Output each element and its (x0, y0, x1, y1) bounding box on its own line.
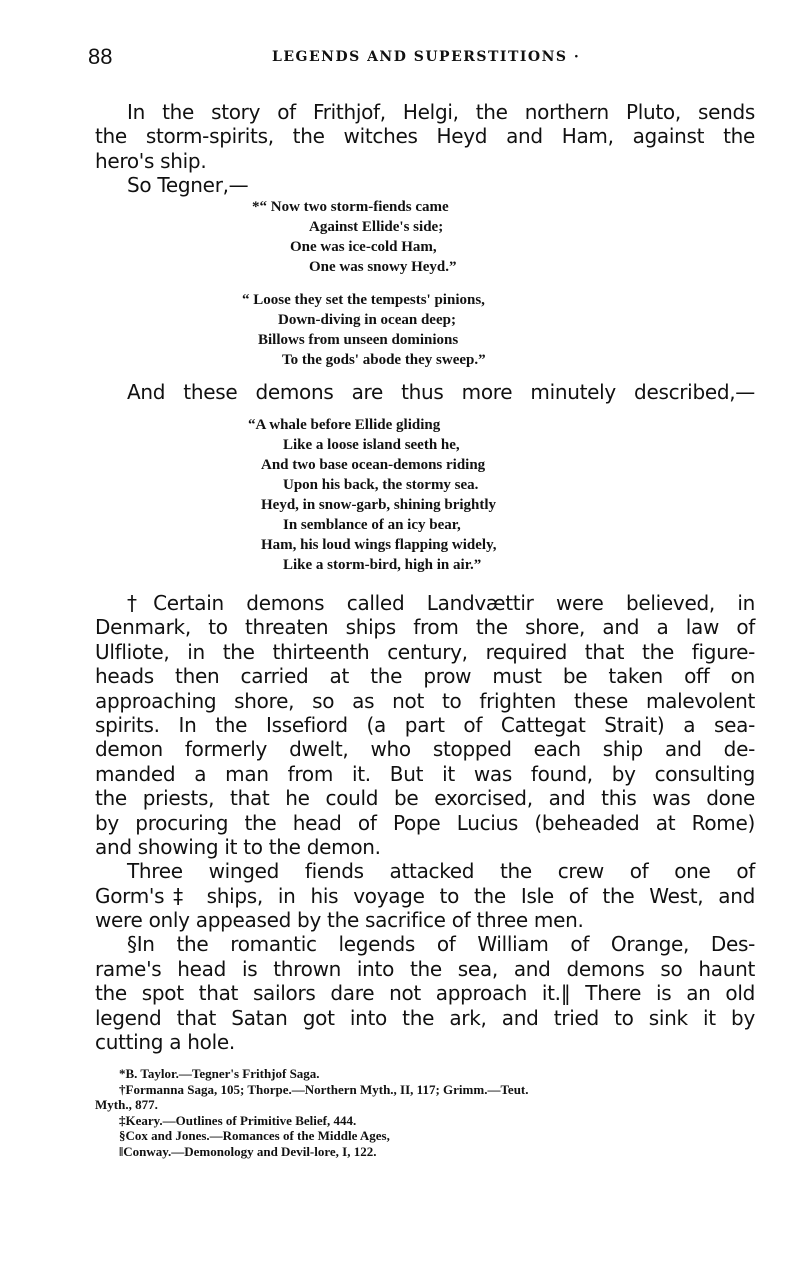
verse-line: One was snowy Heyd.” (309, 259, 457, 275)
text-line: Denmark, to threaten ships from the shore, and a law of (95, 615, 755, 640)
verse-line: One was ice-cold Ham, (290, 239, 437, 255)
text-line: Gorm's‡ ships, in his voyage to the Isle of the West, and (95, 883, 755, 908)
footnotes (95, 1066, 755, 1159)
verse-line: And two base ocean-demons riding (261, 457, 486, 473)
poem-stanza-1 (252, 197, 457, 277)
verse-line: “A whale before Ellide gliding (248, 417, 441, 433)
text-line: demon formerly dwelt, who stopped each ship and de- (95, 737, 755, 762)
verse-line: Against Ellide's side; (309, 219, 444, 235)
poem-stanza-3 (248, 415, 497, 575)
verse-line: Like a loose island seeth he, (283, 437, 460, 453)
text-line: In the story of Frithjof, Helgi, the northern Pluto, sends (127, 100, 755, 124)
verse-line: Down-diving in ocean deep; (278, 312, 456, 328)
running-title: LEGENDS AND SUPERSTITIONS · (272, 49, 581, 65)
text-line: approaching shore, so as not to frighten these malevolent (95, 688, 755, 713)
footnote: *B. Taylor.—Tegner's Frithjof Saga. (119, 1066, 320, 1081)
text-line: the priests, that he could be exorcised, and this was done (95, 786, 755, 811)
footnote: ‡Keary.—Outlines of Primitive Belief, 444. (119, 1112, 357, 1128)
verse-line: “ Loose they set the tempests' pinions, (242, 292, 485, 308)
verse-line: Billows from unseen dominions (258, 332, 459, 348)
page-header (88, 44, 754, 74)
text-line: and showing it to the demon. (95, 834, 381, 859)
footnote: ‖Conway.—Demonology and Devil-lore, I, 122. (119, 1143, 377, 1159)
verse-line: Upon his back, the stormy sea. (283, 477, 479, 493)
text-line: the storm-spirits, the witches Heyd and Ham, against the (95, 124, 755, 149)
footnote: Myth., 877. (95, 1097, 158, 1112)
page-number: 88 (88, 44, 113, 69)
text-line: legend that Satan got into the ark, and tried to sink it by (95, 1005, 755, 1030)
text-line: the spot that sailors dare not approach it.‖ There is an old (95, 981, 755, 1006)
footnote: §Cox and Jones.—Romances of the Middle Ages, (119, 1128, 390, 1143)
verse-line: Heyd, in snow-garb, shining brightly (261, 497, 497, 513)
text-line: Ulfliote, in the thirteenth century, required that the figure- (95, 639, 755, 664)
verse-line: *“ Now two storm-fiends came (252, 199, 449, 215)
text-line: cutting a hole. (95, 1030, 235, 1055)
verse-line: To the gods' abode they sweep.” (282, 352, 486, 368)
text-line: hero's ship. (95, 148, 207, 173)
text-line: manded a man from it. But it was found, by consulting (95, 761, 755, 786)
text-line: heads then carried at the prow must be taken off on (95, 664, 755, 689)
paragraph-demons-described (95, 380, 755, 404)
verse-line: Ham, his loud wings flapping widely, (261, 537, 497, 553)
text-line: †Certain demons called Landvættir were believed, in (127, 591, 755, 615)
text-line: were only appeased by the sacrifice of three men. (95, 908, 584, 933)
text-line: rame's head is thrown into the sea, and demons so haunt (95, 956, 755, 981)
footnote: †Formanna Saga, 105; Thorpe.—Northern Myth., II, 117; Grimm.—Teut. (119, 1081, 529, 1097)
text-line: So Tegner,— (127, 173, 249, 198)
verse-line: In semblance of an icy bear, (283, 517, 461, 533)
text-line: spirits. In the Issefiord (a part of Cattegat Strait) a sea- (95, 712, 755, 737)
text-line: And these demons are thus more minutely described,— (127, 380, 755, 404)
text-line: by procuring the head of Pope Lucius (beheaded at Rome) (95, 810, 755, 835)
paragraph-frithjof (95, 100, 755, 198)
text-line: Three winged fiends attacked the crew of one of (127, 859, 755, 884)
poem-stanza-2 (242, 290, 486, 370)
verse-line: Like a storm-bird, high in air.” (283, 557, 482, 573)
paragraph-landvaettir (95, 591, 755, 1054)
text-line: §In the romantic legends of William of Orange, Des- (127, 932, 755, 957)
